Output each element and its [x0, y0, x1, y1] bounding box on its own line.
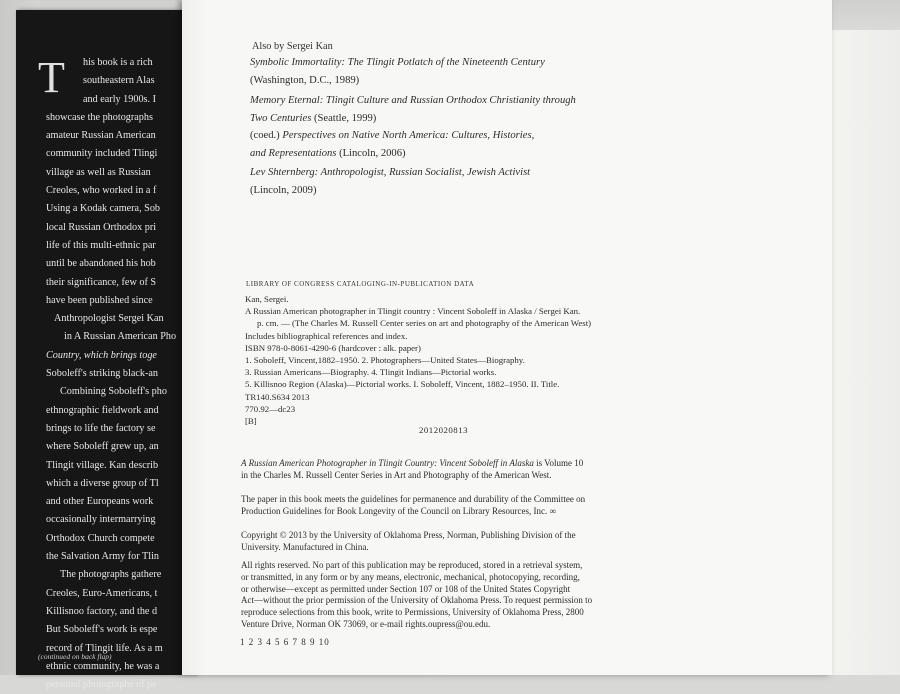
book-title: Memory Eternal: Tlingit Culture and Russian Orthodox Christianity through	[250, 95, 576, 106]
printing-line: 1 2 3 4 5 6 7 8 9 10	[240, 637, 330, 647]
flap-line: Country, which brings toge	[46, 349, 157, 361]
flap-line: local Russian Orthodox pri	[46, 221, 157, 233]
cip-line: ISBN 978-0-8061-4290-6 (hardcover : alk. paper)	[245, 342, 421, 353]
flap-line: their significance, few of S	[46, 276, 157, 288]
flap-line: life of this multi-ethnic par	[46, 239, 156, 251]
flap-line: Anthropologist Sergei Kan	[54, 313, 164, 325]
flap-line: Killisnoo factory, and the d	[46, 605, 158, 617]
flap-line: The photographs gathere	[60, 569, 162, 581]
copyright-line: University. Manufactured in China.	[241, 541, 369, 552]
flap-line: community included Tlingi	[46, 148, 158, 160]
flap-line: Soboleff's striking black-an	[46, 368, 158, 380]
paper-note-line: Production Guidelines for Book Longevity of the Council on Library Resources, Inc. ∞	[241, 505, 556, 516]
flap-line: Using a Kodak camera, Sob	[46, 203, 161, 215]
cip-heading: LIBRARY OF CONGRESS CATALOGING-IN-PUBLICATION DATA	[246, 280, 475, 288]
book-title-line	[250, 164, 670, 182]
copyright-notice	[241, 530, 671, 554]
cip-block	[245, 293, 675, 427]
also-by-book	[250, 54, 670, 89]
cip-line: [B]	[245, 416, 257, 427]
book-pub: (Washington, D.C., 1989)	[250, 74, 360, 86]
book-title-line	[250, 145, 670, 163]
flap-continued-note: (continued on back flap)	[38, 652, 112, 661]
flap-line: occasionally intermarrying	[46, 514, 156, 526]
rights-line: Venture Drive, Norman OK 73069, or e-mail rights.oupress@ou.edu.	[241, 618, 491, 629]
book-title-line	[250, 110, 670, 128]
flap-text	[38, 54, 198, 694]
copyright-line: Copyright © 2013 by the University of Oklahoma Press, Norman, Publishing Division of the	[241, 530, 576, 540]
flap-line: record of Tlingit life. As a m	[46, 642, 163, 654]
book-title-line	[250, 92, 670, 110]
book-title-cont: and Representations	[250, 147, 337, 159]
rights-line: reproduce selections from this book, write to Permissions, University of Oklahoma Press, 2800	[241, 607, 584, 618]
paper-note	[241, 494, 671, 518]
cip-line: 1. Soboleff, Vincent,1882–1950. 2. Photographers—United States—Biography.	[245, 355, 525, 366]
book-prefix: (coed.)	[250, 130, 283, 141]
book-title: Lev Shternberg: Anthropologist, Russian Socialist, Jewish Activist	[250, 167, 531, 178]
volume-note-title: A Russian American Photographer in Tlingit Country: Vincent Soboleff in Alaska	[241, 458, 534, 468]
volume-note-rest: is Volume 10	[533, 458, 584, 468]
book-title-line	[250, 127, 670, 145]
flap-line: the Salvation Army for Tlin	[46, 551, 159, 563]
rights-line: Act—without the prior permission of the University of Oklahoma Press. To request permission to	[241, 595, 593, 606]
flap-line: Combining Soboleff's pho	[60, 386, 167, 398]
flap-line	[38, 328, 198, 346]
book-title-line	[250, 54, 670, 72]
flap-line: have been published since	[46, 294, 153, 306]
cip-line: 5. Killisnoo Region (Alaska)—Pictorial works. I. Soboleff, Vincent, 1882–1950. II. Title.	[245, 379, 560, 390]
flap-line-text: in A Russian American Pho	[64, 331, 177, 343]
flap-line: which a diverse group of Tl	[46, 477, 159, 489]
also-by-book	[250, 92, 670, 127]
flap-line: Creoles, Euro-Americans, t	[46, 587, 158, 599]
cip-line: 770.92—dc23	[245, 403, 296, 414]
copyright-page	[182, 0, 832, 675]
book-pub: (Seattle, 1999)	[313, 112, 377, 124]
rights-notice	[241, 560, 671, 631]
volume-note-line	[241, 458, 671, 470]
flap-line: Tlingit village. Kan describ	[46, 459, 159, 471]
lccn-number: 2012020813	[419, 425, 468, 435]
book-title-cont: Two Centuries	[250, 112, 312, 124]
book-title: Perspectives on Native North America: Cultures, Histories,	[282, 130, 535, 141]
flap-dropcap: T	[38, 53, 65, 102]
book-pub: (Lincoln, 2006)	[339, 147, 406, 159]
flap-line: Creoles, who worked in a f	[46, 185, 157, 197]
rights-line: or transmitted, in any form or by any means, electronic, mechanical, photocopying, recording,	[241, 571, 580, 582]
also-by-book	[250, 164, 670, 199]
paper-note-line: The paper in this book meets the guidelines for permanence and durability of the Committee on	[241, 494, 586, 504]
book-title: Symbolic Immortality: The Tlingit Potlatch of the Nineteenth Century	[250, 57, 545, 68]
flap-line: until be abandoned his hob	[46, 258, 156, 270]
flap-line: personal photographs of pe	[46, 679, 157, 691]
cip-line: Kan, Sergei.	[245, 294, 289, 304]
volume-note-line: in the Charles M. Russell Center Series in Art and Photography of the American West.	[241, 469, 552, 480]
flap-line: ethnographic fieldwork and	[46, 404, 159, 416]
flap-line: amateur Russian American	[46, 130, 156, 142]
flap-line: But Soboleff's work is espe	[46, 624, 158, 636]
volume-note	[241, 458, 671, 482]
cip-line: TR140.S634 2013	[245, 391, 310, 402]
cip-line: Includes bibliographical references and index.	[245, 330, 408, 341]
flap-line: where Soboleff grew up, an	[46, 441, 159, 453]
flap-line: village as well as Russian	[46, 166, 151, 178]
flap-line: and early 1900s. I	[83, 93, 156, 105]
flap-line: showcase the photographs	[46, 111, 153, 123]
cip-line: 3. Russian Americans—Biography. 4. Tlingit Indians—Pictorial works.	[245, 367, 497, 378]
jacket-flap	[16, 10, 196, 691]
flap-line: ethnic community, he was a	[46, 660, 160, 672]
flap-line: brings to life the factory se	[46, 422, 156, 434]
flap-line: southeastern Alas	[83, 75, 155, 87]
flap-line: and other Europeans work	[46, 496, 154, 508]
flap-line: his book is a rich	[83, 57, 153, 68]
cip-line: A Russian American photographer in Tlingit country : Vincent Soboleff in Alaska / Sergei Kan.	[245, 306, 581, 317]
book-pub: (Lincoln, 2009)	[250, 184, 317, 196]
cip-line: p. cm. — (The Charles M. Russell Center series on art and photography of the American West)	[257, 318, 592, 329]
flap-line: Orthodox Church compete	[46, 532, 155, 544]
rights-line: All rights reserved. No part of this publication may be reproduced, stored in a retrieval system,	[241, 560, 583, 570]
also-by-heading: Also by Sergei Kan	[252, 41, 333, 52]
rights-line: or otherwise—except as permitted under Section 107 or 108 of the United States Copyright	[241, 583, 571, 594]
also-by-book	[250, 127, 670, 162]
